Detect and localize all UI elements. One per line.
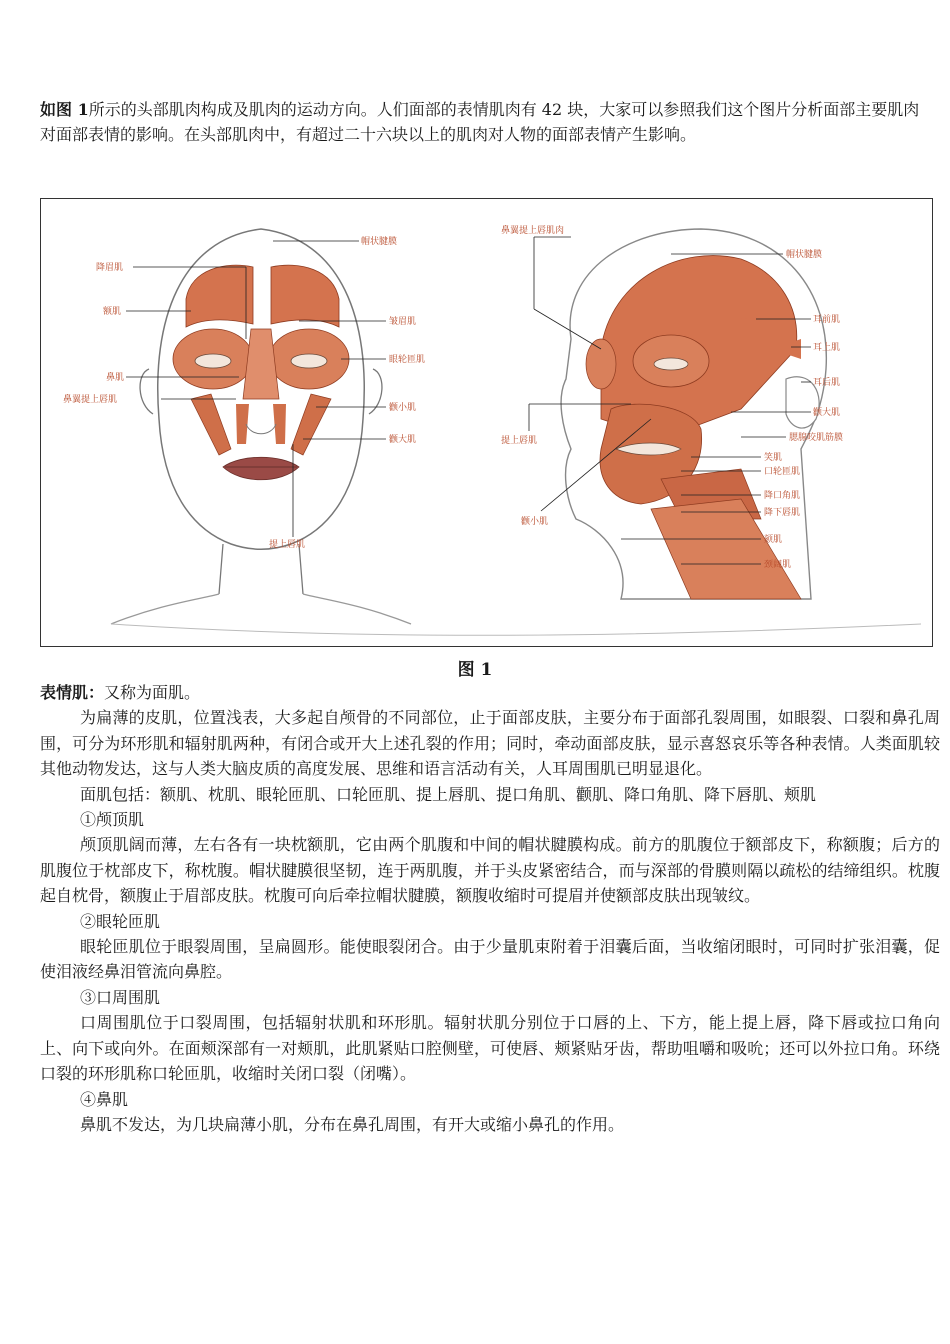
figure-caption: 图 1 xyxy=(457,660,493,680)
side-label-depressor-labii: 降下唇肌 xyxy=(764,508,801,518)
side-label-mentalis: 颏肌 xyxy=(764,535,783,545)
front-label-zygomaticus-major: 颧大肌 xyxy=(389,435,417,445)
front-label-lls: 提上唇肌 xyxy=(269,540,306,550)
paragraph-2: 面肌包括：额肌、枕肌、眼轮匝肌、口轮匝肌、提上唇肌、提口角肌、颧肌、降口角肌、降下唇肌、颊肌 xyxy=(80,784,817,804)
front-label-orbicularis-oculi: 眼轮匝肌 xyxy=(389,355,426,365)
side-view-head xyxy=(561,229,826,599)
subsection-4-text: 鼻肌不发达，为几块扁薄小肌，分布在鼻孔周围，有开大或缩小鼻孔的作用。 xyxy=(80,1114,625,1134)
section-heading-bold: 表情肌： xyxy=(40,683,105,702)
figure-base-line xyxy=(111,624,921,635)
subsection-3-title: ③口周围肌 xyxy=(80,987,161,1007)
subsection-1-title: ①颅顶肌 xyxy=(80,810,145,830)
side-label-orbicularis-oris: 口轮匝肌 xyxy=(764,467,801,477)
intro-paragraph xyxy=(40,97,935,147)
anatomy-figure xyxy=(40,198,933,647)
intro-text: 所示的头部肌肉构成及肌肉的运动方向。人们面部的表情肌肉有 42 块，大家可以参照我们这个图片分析面部主要肌肉对面部表情的影响。在头部肌肉中，有超过二十六块以上的肌肉对人物的面部表情产生影响。 xyxy=(40,100,920,144)
side-label-zygomaticus-major: 颧大肌 xyxy=(813,408,841,418)
front-label-zygomaticus-minor: 颧小肌 xyxy=(389,403,417,413)
subsection-1-text: 颅顶肌阔而薄，左右各有一块枕额肌，它由两个肌腹和中间的帽状腱膜构成。前方的肌腹位于额部皮下，称额腹；后方的肌腹位于枕部皮下，称枕腹。帽状腱膜很坚韧，连于两肌腹，并于头皮紧密结合，而与深部的骨膜则隔以疏松的结缔组织。枕腹起自枕骨，额腹止于眉部皮肤。枕腹可向后牵拉帽状腱膜，额腹收缩时可提眉并使额部皮肤出现皱纹。 xyxy=(40,835,940,906)
front-label-corrugator: 皱眉肌 xyxy=(389,317,417,327)
side-label-parotid-masseteric-fascia: 腮腺咬肌筋膜 xyxy=(789,433,844,443)
side-label-depressor-anguli: 降口角肌 xyxy=(764,491,801,501)
side-label-lls-alaeque: 鼻翼提上唇肌肉 xyxy=(501,226,565,236)
front-view-head xyxy=(111,229,411,624)
section-heading xyxy=(40,680,940,705)
front-label-lls-alaeque: 鼻翼提上唇肌 xyxy=(63,395,118,405)
side-label-auricularis-superior: 耳上肌 xyxy=(813,343,841,353)
front-label-procerus: 降眉肌 xyxy=(96,263,124,273)
side-label-auricularis-anterior: 耳前肌 xyxy=(813,315,841,325)
section-heading-rest: 又称为面肌。 xyxy=(104,683,201,702)
front-label-nasalis: 鼻肌 xyxy=(106,373,125,383)
side-label-lls: 提上唇肌 xyxy=(501,436,538,446)
side-label-platysma: 颈阔肌 xyxy=(764,560,792,570)
side-label-risorius: 笑肌 xyxy=(764,453,783,463)
subsection-3-text: 口周围肌位于口裂周围，包括辐射状肌和环形肌。辐射状肌分别位于口唇的上、下方，能上提上唇，降下唇或拉口角向上、向下或向外。在面颊深部有一对颊肌，此肌紧贴口腔侧壁，可使唇、颊紧贴牙齿，帮助咀嚼和吸吮；还可以外拉口角。环绕口裂的环形肌称口轮匝肌，收缩时关闭口裂（闭嘴）。 xyxy=(40,1013,940,1084)
subsection-2-title: ②眼轮匝肌 xyxy=(80,911,161,931)
body-text xyxy=(40,680,940,1137)
side-label-zygomaticus-minor: 颧小肌 xyxy=(521,517,549,527)
subsection-2-text: 眼轮匝肌位于眼裂周围，呈扁圆形。能使眼裂闭合。由于少量肌束附着于泪囊后面，当收缩闭眼时，可同时扩张泪囊，促使泪液经鼻泪管流向鼻腔。 xyxy=(40,937,940,982)
side-label-galea: 帽状腱膜 xyxy=(786,250,823,260)
figure-reference: 如图 1 xyxy=(40,100,89,119)
front-label-galea: 帽状腱膜 xyxy=(361,237,398,247)
subsection-4-title: ④鼻肌 xyxy=(80,1089,129,1109)
side-label-auricularis-posterior: 耳后肌 xyxy=(813,378,841,388)
facial-muscles-illustration xyxy=(41,199,932,646)
paragraph-1: 为扁薄的皮肌，位置浅表，大多起自颅骨的不同部位，止于面部皮肤，主要分布于面部孔裂周围，如眼裂、口裂和鼻孔周围，可分为环形肌和辐射肌两种，有闭合或开大上述孔裂的作用；同时，牵动面部皮肤，显示喜怒哀乐等各种表情。人类面肌较其他动物发达，这与人类大脑皮质的高度发展、思维和语言活动有关，人耳周围肌已明显退化。 xyxy=(40,708,940,779)
front-label-frontalis: 额肌 xyxy=(103,307,122,317)
